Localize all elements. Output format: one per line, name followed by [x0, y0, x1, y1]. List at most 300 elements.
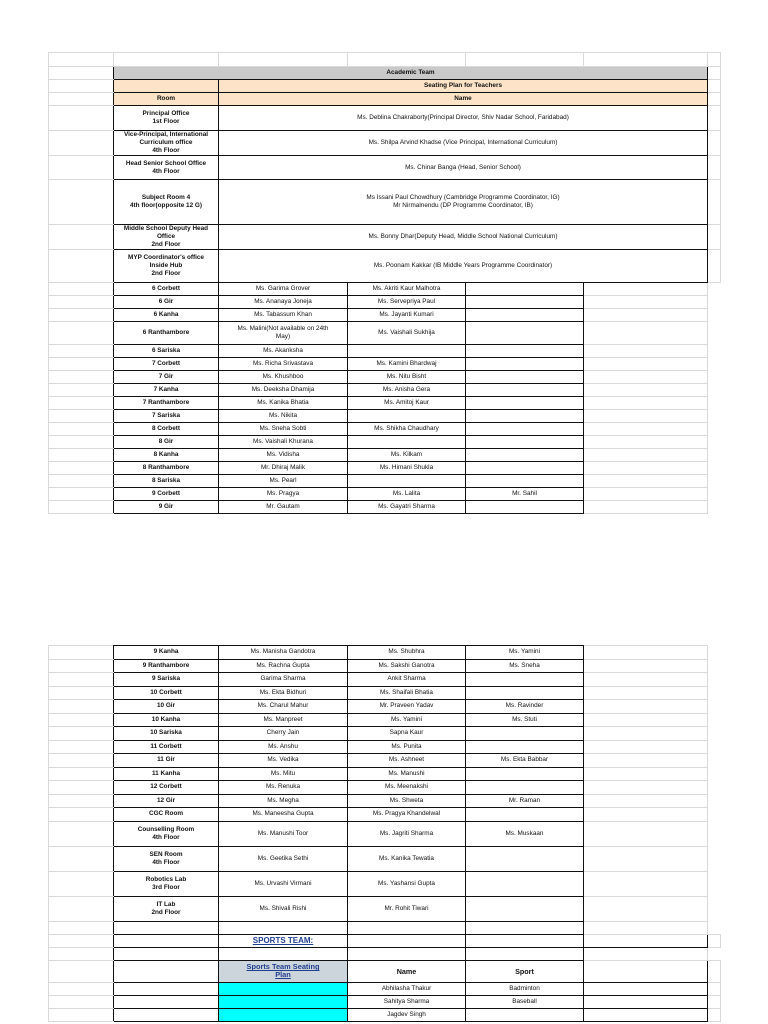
margin-cell [708, 131, 721, 156]
margin-cell [49, 921, 114, 934]
teacher-name: Ms. Pragya [219, 488, 348, 501]
margin-cell [584, 871, 708, 896]
empty-cell [219, 947, 348, 960]
sports-seating-plan-label: Sports Team Seating Plan [219, 960, 348, 982]
teacher-name: Mr. Praveen Yadav [348, 700, 466, 714]
teacher-name [466, 449, 584, 462]
teacher-name: Ms. Kamini Bhardwaj [348, 358, 466, 371]
table-row [49, 462, 721, 475]
table-row [49, 309, 721, 322]
teacher-name: Ms. Manpreet [219, 713, 348, 727]
room-name: CGC Room [114, 808, 219, 822]
margin-cell [584, 397, 708, 410]
room-name: IT Lab 2nd Floor [114, 896, 219, 921]
margin-cell [49, 449, 114, 462]
teacher-name: Mr. Dhiraj Malik [219, 462, 348, 475]
seating-sheet-page-1 [48, 52, 721, 514]
empty-cell [114, 960, 219, 982]
table-row [49, 131, 721, 156]
margin-cell [49, 410, 114, 423]
table-row [49, 358, 721, 371]
teacher-name: Ms. Deeksha Dhamija [219, 384, 348, 397]
margin-cell [584, 754, 708, 768]
margin-cell [49, 358, 114, 371]
teacher-name: Ms Issani Paul Chowdhury (Cambridge Programme Coordinator, IG) Mr Nirmalnendu (DP Programme Coordinator, IB) [219, 180, 708, 225]
teacher-name: Ms. Amitoj Kaur [348, 397, 466, 410]
margin-cell [49, 896, 114, 921]
blank-row [49, 947, 721, 960]
teacher-name: Ms. Bonny Dhar(Deputy Head, Middle School National Curriculum) [219, 225, 708, 250]
table-row [49, 397, 721, 410]
teacher-name: Ms. Muskaan [466, 821, 584, 846]
sports-team-title: SPORTS TEAM: [219, 934, 348, 947]
table-row [49, 250, 721, 283]
teacher-name: Ms. Ananaya Joneja [219, 296, 348, 309]
margin-cell [584, 646, 708, 660]
margin-cell [584, 713, 708, 727]
teacher-name: Ms. Garima Grover [219, 283, 348, 296]
blank-row [49, 53, 721, 67]
teacher-name: Ms. Pearl [219, 475, 348, 488]
room-name: 9 Kanha [114, 646, 219, 660]
room-name: Head Senior School Office 4th Floor [114, 156, 219, 180]
teacher-name: Ms. Khushboo [219, 371, 348, 384]
name-column-header: Name [219, 93, 708, 106]
margin-cell [584, 345, 708, 358]
teacher-name: Mr. Sahil [466, 488, 584, 501]
sports-name-column-header: Name [348, 960, 466, 982]
table-row [49, 700, 721, 714]
teacher-name: Ms. Shweta [348, 794, 466, 808]
table-row [49, 225, 721, 250]
margin-cell [708, 982, 721, 995]
teacher-name: Ms. Ekta Babbar [466, 754, 584, 768]
room-name: 7 Gir [114, 371, 219, 384]
teacher-name: Ms. Anshu [219, 740, 348, 754]
margin-cell [584, 686, 708, 700]
margin-cell [584, 322, 708, 345]
margin-cell [584, 501, 708, 514]
teacher-name [348, 345, 466, 358]
teacher-name: Ms. Deblina Chakraborty(Principal Director, Shiv Nadar School, Faridabad) [219, 106, 708, 131]
teacher-name: Ms. Manushi [348, 767, 466, 781]
teacher-name [466, 423, 584, 436]
table-row [49, 488, 721, 501]
teacher-name: Ms. Kanika Tewatia [348, 846, 466, 871]
margin-cell [584, 423, 708, 436]
margin-cell [49, 283, 114, 296]
room-name: 6 Ranthambore [114, 322, 219, 345]
room-name: 8 Gir [114, 436, 219, 449]
teacher-name [466, 397, 584, 410]
teacher-name [466, 767, 584, 781]
teacher-name: Ms. Ashneet [348, 754, 466, 768]
margin-cell [49, 488, 114, 501]
margin-cell [49, 808, 114, 822]
room-name: 8 Corbett [114, 423, 219, 436]
margin-cell [584, 727, 708, 741]
teacher-name [466, 686, 584, 700]
margin-cell [584, 410, 708, 423]
room-name: 8 Kanha [114, 449, 219, 462]
margin-cell [49, 371, 114, 384]
margin-cell [584, 449, 708, 462]
empty-cell [466, 934, 584, 947]
athlete-name: Abhilasha Thakur [348, 982, 466, 995]
room-name: Middle School Deputy Head Office 2nd Floor [114, 225, 219, 250]
margin-cell [708, 180, 721, 225]
teacher-name: Ms. Chinar Banga (Head, Senior School) [219, 156, 708, 180]
seating-plan-title: Seating Plan for Teachers [219, 80, 708, 93]
teacher-name: Ms. Akriti Kaur Malhotra [348, 283, 466, 296]
athlete-name: Jagdev Singh [348, 1008, 466, 1021]
teacher-name: Ms. Kanika Bhatia [219, 397, 348, 410]
teacher-name [466, 781, 584, 795]
room-name: 11 Gir [114, 754, 219, 768]
teacher-name [466, 896, 584, 921]
teacher-name: Mr. Rohit Tiwari [348, 896, 466, 921]
teacher-name: Ms. Malini(Not available on 24th May) [219, 322, 348, 345]
teacher-name: Ms. Ravinder [466, 700, 584, 714]
margin-cell [49, 995, 114, 1008]
table-row [49, 659, 721, 673]
teacher-name: Ms. Stuti [466, 713, 584, 727]
margin-cell [708, 934, 721, 947]
teacher-name: Ms. Akanksha [219, 345, 348, 358]
margin-cell [584, 673, 708, 687]
margin-cell [584, 488, 708, 501]
blank-row [49, 921, 721, 934]
teacher-name: Ms. Shivali Rishi [219, 896, 348, 921]
table-row [49, 673, 721, 687]
table-row [49, 896, 721, 921]
table-row [49, 410, 721, 423]
empty-cell [114, 921, 219, 934]
margin-cell [708, 1008, 721, 1021]
room-name: 7 Kanha [114, 384, 219, 397]
teacher-name: Ms. Himani Shukla [348, 462, 466, 475]
margin-cell [49, 1008, 114, 1021]
teacher-name: Ms. Shilpa Arvind Khadse (Vice Principal, International Curriculum) [219, 131, 708, 156]
table-row [49, 384, 721, 397]
margin-cell [49, 106, 114, 131]
teacher-name: Ms. Tabassum Khan [219, 309, 348, 322]
teacher-name: Ms. Lalita [348, 488, 466, 501]
empty-cell [114, 947, 219, 960]
room-name: 9 Corbett [114, 488, 219, 501]
empty-cell [219, 921, 348, 934]
room-name: 11 Kanha [114, 767, 219, 781]
table-row [49, 156, 721, 180]
table-row [49, 646, 721, 660]
teacher-name: Ms. Punita [348, 740, 466, 754]
table-row [49, 436, 721, 449]
teacher-name [466, 283, 584, 296]
teacher-name: Ms. Mitu [219, 767, 348, 781]
teacher-name: Ms. Vedika [219, 754, 348, 768]
sports-sport-column-header: Sport [466, 960, 584, 982]
margin-cell [49, 345, 114, 358]
room-name: 10 Sariska [114, 727, 219, 741]
margin-cell [49, 713, 114, 727]
teacher-name: Ms. Yamini [466, 646, 584, 660]
sports-row [49, 982, 721, 995]
column-header-row [49, 93, 721, 106]
teacher-name: Sapna Kaur [348, 727, 466, 741]
table-row [49, 727, 721, 741]
teacher-name [466, 740, 584, 754]
sports-row [49, 995, 721, 1008]
margin-cell [584, 896, 708, 921]
margin-cell [584, 384, 708, 397]
athlete-name: Sahitya Sharma [348, 995, 466, 1008]
teacher-name: Ms. Charul Mahur [219, 700, 348, 714]
margin-cell [584, 309, 708, 322]
margin-cell [584, 740, 708, 754]
teacher-name: Ms. Gayatri Sharma [348, 501, 466, 514]
room-name: 9 Ranthambore [114, 659, 219, 673]
teacher-name: Ms. Sneha Sobti [219, 423, 348, 436]
teacher-name: Ms. Yashansi Gupta [348, 871, 466, 896]
margin-cell [708, 960, 721, 982]
margin-cell [49, 180, 114, 225]
room-name: 8 Sariska [114, 475, 219, 488]
teacher-name [348, 410, 466, 423]
teacher-name [466, 384, 584, 397]
room-name: 12 Gir [114, 794, 219, 808]
margin-cell [584, 371, 708, 384]
margin-cell [584, 781, 708, 795]
table-row [49, 322, 721, 345]
teacher-name: Ms. Sneha [466, 659, 584, 673]
margin-cell [49, 646, 114, 660]
room-name: Vice-Principal, International Curriculum office 4th Floor [114, 131, 219, 156]
teacher-name [466, 309, 584, 322]
margin-cell [584, 767, 708, 781]
teacher-name: Cherry Jain [219, 727, 348, 741]
room-column-header: Room [114, 93, 219, 106]
table-row [49, 475, 721, 488]
margin-cell [584, 358, 708, 371]
table-row [49, 794, 721, 808]
team-banner-row [49, 67, 721, 80]
table-row [49, 449, 721, 462]
teacher-name: Ms. Maneesha Gupta [219, 808, 348, 822]
teacher-name [466, 475, 584, 488]
room-name: Counselling Room 4th Floor [114, 821, 219, 846]
teacher-name [466, 501, 584, 514]
room-name: 9 Gir [114, 501, 219, 514]
table-row [49, 846, 721, 871]
margin-cell [49, 322, 114, 345]
cyan-fill-cell [219, 982, 348, 995]
sport-name: Badminton [466, 982, 584, 995]
margin-cell [49, 423, 114, 436]
teacher-name [466, 322, 584, 345]
margin-cell [49, 384, 114, 397]
teacher-name: Ms. Pragya Khandelwal [348, 808, 466, 822]
table-row [49, 686, 721, 700]
teacher-name [466, 358, 584, 371]
teacher-name [466, 296, 584, 309]
teacher-name: Ms. Vidisha [219, 449, 348, 462]
margin-cell [584, 808, 708, 822]
room-name: Robotics Lab 3rd Floor [114, 871, 219, 896]
margin-cell [49, 960, 114, 982]
margin-cell [49, 659, 114, 673]
margin-cell [49, 871, 114, 896]
room-name: Principal Office 1st Floor [114, 106, 219, 131]
room-name: MYP Coordinator's office Inside Hub 2nd Floor [114, 250, 219, 283]
teacher-name [466, 727, 584, 741]
margin-cell [584, 475, 708, 488]
room-name: 11 Corbett [114, 740, 219, 754]
room-name: SEN Room 4th Floor [114, 846, 219, 871]
teacher-name: Ms. Nikita [219, 410, 348, 423]
teacher-name: Garima Sharma [219, 673, 348, 687]
margin-cell [584, 921, 708, 934]
table-row [49, 808, 721, 822]
margin-cell [49, 673, 114, 687]
teacher-name: Ms. Renuka [219, 781, 348, 795]
teacher-name: Ms. Richa Srivastava [219, 358, 348, 371]
sports-row [49, 1008, 721, 1021]
teacher-name: Ms. Sakshi Ganotra [348, 659, 466, 673]
sports-header-row [49, 960, 721, 982]
margin-cell [708, 250, 721, 283]
teacher-name: Ms. Nitu Bisht [348, 371, 466, 384]
room-name: 10 Kanha [114, 713, 219, 727]
table-row [49, 781, 721, 795]
margin-cell [584, 462, 708, 475]
margin-cell [49, 225, 114, 250]
room-name: Subject Room 4 4th floor(opposite 12 G) [114, 180, 219, 225]
margin-cell [49, 296, 114, 309]
table-row [49, 180, 721, 225]
margin-cell [49, 501, 114, 514]
room-name: 10 Gir [114, 700, 219, 714]
empty-cell [348, 921, 466, 934]
margin-cell [49, 846, 114, 871]
margin-cell [49, 727, 114, 741]
teacher-name [466, 871, 584, 896]
margin-cell [49, 436, 114, 449]
margin-cell [49, 397, 114, 410]
margin-cell [584, 794, 708, 808]
room-name: 8 Ranthambore [114, 462, 219, 475]
margin-cell [49, 794, 114, 808]
teacher-name: Ms. Shubhra [348, 646, 466, 660]
table-row [49, 296, 721, 309]
teacher-name [348, 475, 466, 488]
teacher-name [466, 808, 584, 822]
margin-cell [49, 982, 114, 995]
margin-cell [584, 947, 708, 960]
empty-cell [584, 960, 708, 982]
room-name: 12 Corbett [114, 781, 219, 795]
table-row [49, 740, 721, 754]
empty-cell [584, 995, 708, 1008]
teacher-name: Ms. Ekta Bidhuri [219, 686, 348, 700]
table-row [49, 713, 721, 727]
plan-title-row [49, 80, 721, 93]
room-name: 6 Kanha [114, 309, 219, 322]
teacher-name [466, 410, 584, 423]
margin-cell [49, 250, 114, 283]
table-row [49, 371, 721, 384]
empty-cell [466, 921, 584, 934]
empty-cell [114, 995, 219, 1008]
margin-cell [708, 225, 721, 250]
teacher-name [466, 462, 584, 475]
margin-cell [584, 846, 708, 871]
margin-cell [49, 156, 114, 180]
room-name: 7 Corbett [114, 358, 219, 371]
teacher-name: Ms. Jagriti Sharma [348, 821, 466, 846]
margin-cell [49, 740, 114, 754]
teacher-name: Ms. Vaishali Khurana [219, 436, 348, 449]
room-name: 6 Sariska [114, 345, 219, 358]
teacher-name: Ms. Geetika Sethi [219, 846, 348, 871]
teacher-name: Ms. Kilkam [348, 449, 466, 462]
teacher-name: Ms. Shaifali Bhatia [348, 686, 466, 700]
sport-name [466, 1008, 584, 1021]
margin-cell [49, 821, 114, 846]
teacher-name: Ms. Urvashi Virmani [219, 871, 348, 896]
margin-cell [49, 309, 114, 322]
empty-cell [114, 934, 219, 947]
teacher-name: Ms. Manushi Toor [219, 821, 348, 846]
room-name: 6 Gir [114, 296, 219, 309]
table-row [49, 754, 721, 768]
empty-cell [466, 947, 584, 960]
margin-cell [584, 283, 708, 296]
cyan-fill-cell [219, 1008, 348, 1021]
margin-cell [49, 475, 114, 488]
margin-cell [584, 296, 708, 309]
margin-cell [708, 106, 721, 131]
margin-cell [49, 934, 114, 947]
margin-cell [49, 781, 114, 795]
empty-cell [584, 934, 708, 947]
margin-cell [49, 947, 114, 960]
room-name: 7 Ranthambore [114, 397, 219, 410]
margin-cell [584, 700, 708, 714]
empty-cell [114, 982, 219, 995]
table-row [49, 423, 721, 436]
teacher-name: Ms. Megha [219, 794, 348, 808]
teacher-name [466, 436, 584, 449]
room-name: 6 Corbett [114, 283, 219, 296]
teacher-name: Ms. Manisha Gandotra [219, 646, 348, 660]
table-row [49, 345, 721, 358]
teacher-name [466, 673, 584, 687]
sports-title-row [49, 934, 721, 947]
teacher-name: Ms. Shikha Chaudhary [348, 423, 466, 436]
teacher-name: Ms. Jayanti Kumari [348, 309, 466, 322]
teacher-name: Mr. Raman [466, 794, 584, 808]
room-name: 9 Sariska [114, 673, 219, 687]
teacher-name: Ms. Anisha Gera [348, 384, 466, 397]
teacher-name: Ms. Rachna Gupta [219, 659, 348, 673]
teacher-name: Ms. Yamini [348, 713, 466, 727]
table-row [49, 283, 721, 296]
cyan-fill-cell [219, 995, 348, 1008]
table-row [49, 871, 721, 896]
table-row [49, 501, 721, 514]
empty-cell [584, 982, 708, 995]
teacher-name [466, 371, 584, 384]
